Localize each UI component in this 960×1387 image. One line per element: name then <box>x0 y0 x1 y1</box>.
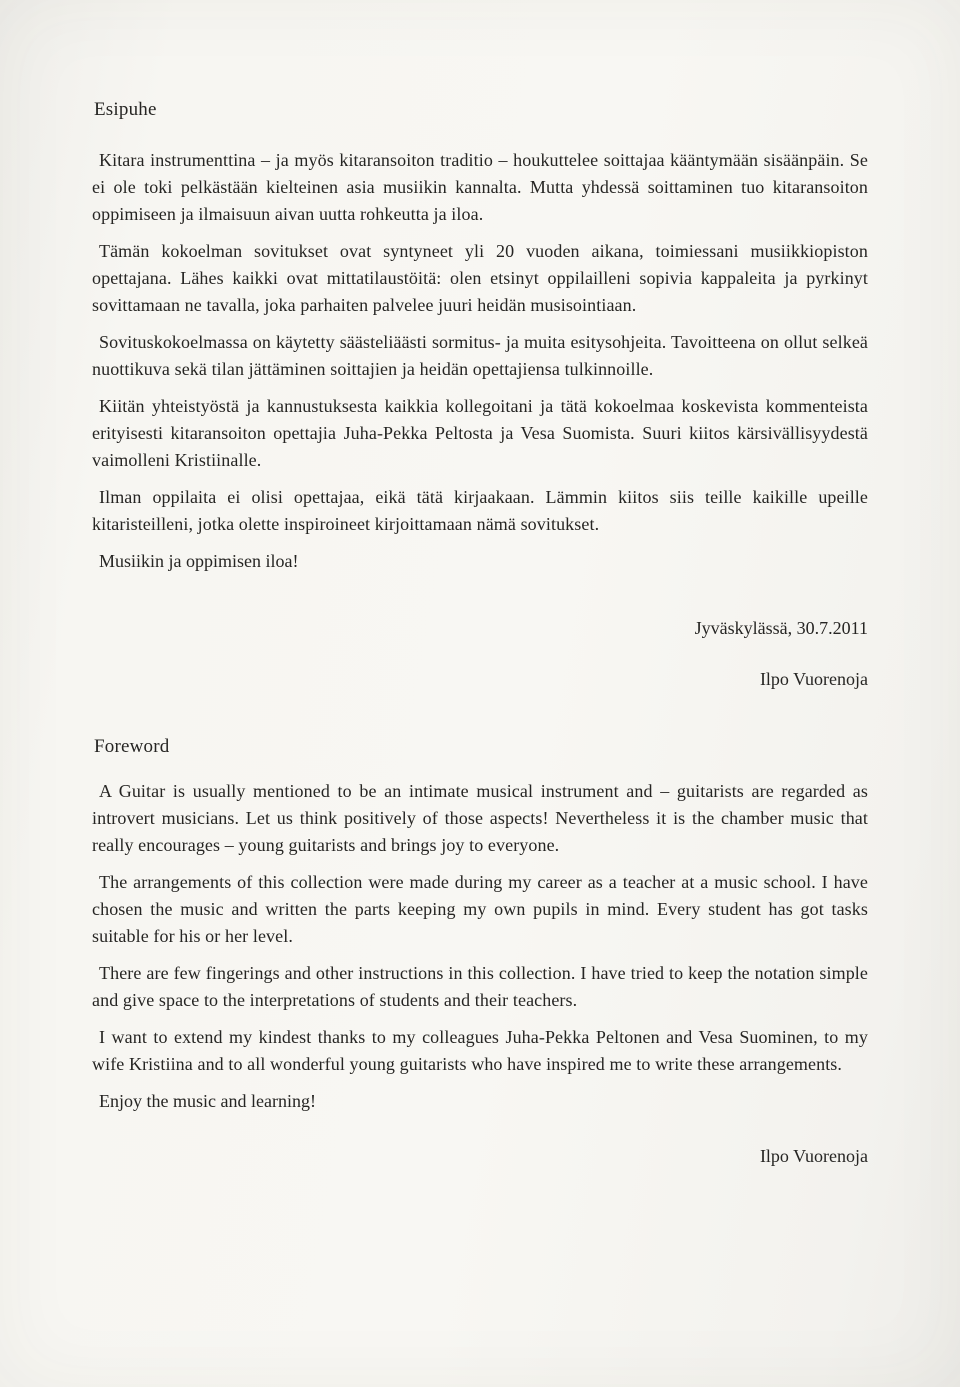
preface-paragraph: Ilman oppilaita ei olisi opettajaa, eikä tätä kirjaakaan. Lämmin kiitos siis teille kaikille upeille kitaristeilleni, jotka olette inspiroineet kirjoittamaan nämä sovitukset. <box>92 487 868 534</box>
foreword-signature: Ilpo Vuorenoja <box>759 1146 868 1166</box>
date-place-line: Jyväskylässä, 30.7.2011 <box>694 618 868 638</box>
foreword-paragraph: The arrangements of this collection were made during my career as a teacher at a music school. I have chosen the music and written the parts keeping my own pupils in mind. Every student has got tasks suitable for his or her level. <box>92 872 868 946</box>
foreword-paragraph: I want to extend my kindest thanks to my colleagues Juha-Pekka Peltonen and Vesa Suominen, to my wife Kristiina and to all wonderful young guitarists who have inspired me to write these arrangements. <box>92 1027 868 1074</box>
preface-signature: Ilpo Vuorenoja <box>759 669 868 689</box>
preface-section <box>92 96 868 693</box>
foreword-paragraph: A Guitar is usually mentioned to be an intimate musical instrument and – guitarists are regarded as introvert musicians. Let us think positively of those aspects! Nevertheless it is the chamber music that really encourages – young guitarists and brings joy to everyone. <box>92 781 868 855</box>
foreword-closing-line: Enjoy the music and learning! <box>99 1091 316 1111</box>
foreword-paragraph: There are few fingerings and other instructions in this collection. I have tried to keep the notation simple and give space to the interpretations of students and their teachers. <box>92 963 868 1010</box>
preface-paragraph: Kitara instrumenttina – ja myös kitaransoiton traditio – houkuttelee soittajaa kääntymään sisäänpäin. Se ei ole toki pelkästään kielteinen asia musiikin kannalta. Mutta yhdessä soittaminen tuo kitaransoiton oppimiseen ja ilmaisuun aivan uutta rohkeutta ja iloa. <box>92 150 868 224</box>
preface-closing-line: Musiikin ja oppimisen iloa! <box>99 551 299 571</box>
foreword-section <box>92 733 868 1170</box>
preface-heading: Esipuhe <box>94 99 157 120</box>
preface-paragraph: Sovituskokoelmassa on käytetty säästeliäästi sormitus- ja muita esitysohjeita. Tavoitteena on ollut selkeä nuottikuva sekä tilan jättäminen soittajien ja heidän opettajiensa tulkinnoille. <box>92 332 868 379</box>
foreword-heading: Foreword <box>94 736 170 757</box>
preface-paragraph: Tämän kokoelman sovitukset ovat syntyneet yli 20 vuoden aikana, toimiessani musiikkiopiston opettajana. Lähes kaikki ovat mittatilaustöitä: olen etsinyt oppilailleni sopivia kappaleita ja pyrkinyt sovittamaan ne tavalla, joka parhaiten palvelee juuri heidän musisointiaan. <box>92 241 868 315</box>
preface-paragraph: Kiitän yhteistyöstä ja kannustuksesta kaikkia kollegoitani ja tätä kokoelmaa koskevista kommenteista erityisesti kitaransoiton opettajia Juha-Pekka Peltosta ja Vesa Suomista. Suuri kiitos kärsivällisyydestä vaimolleni Kristiinalle. <box>92 396 868 470</box>
